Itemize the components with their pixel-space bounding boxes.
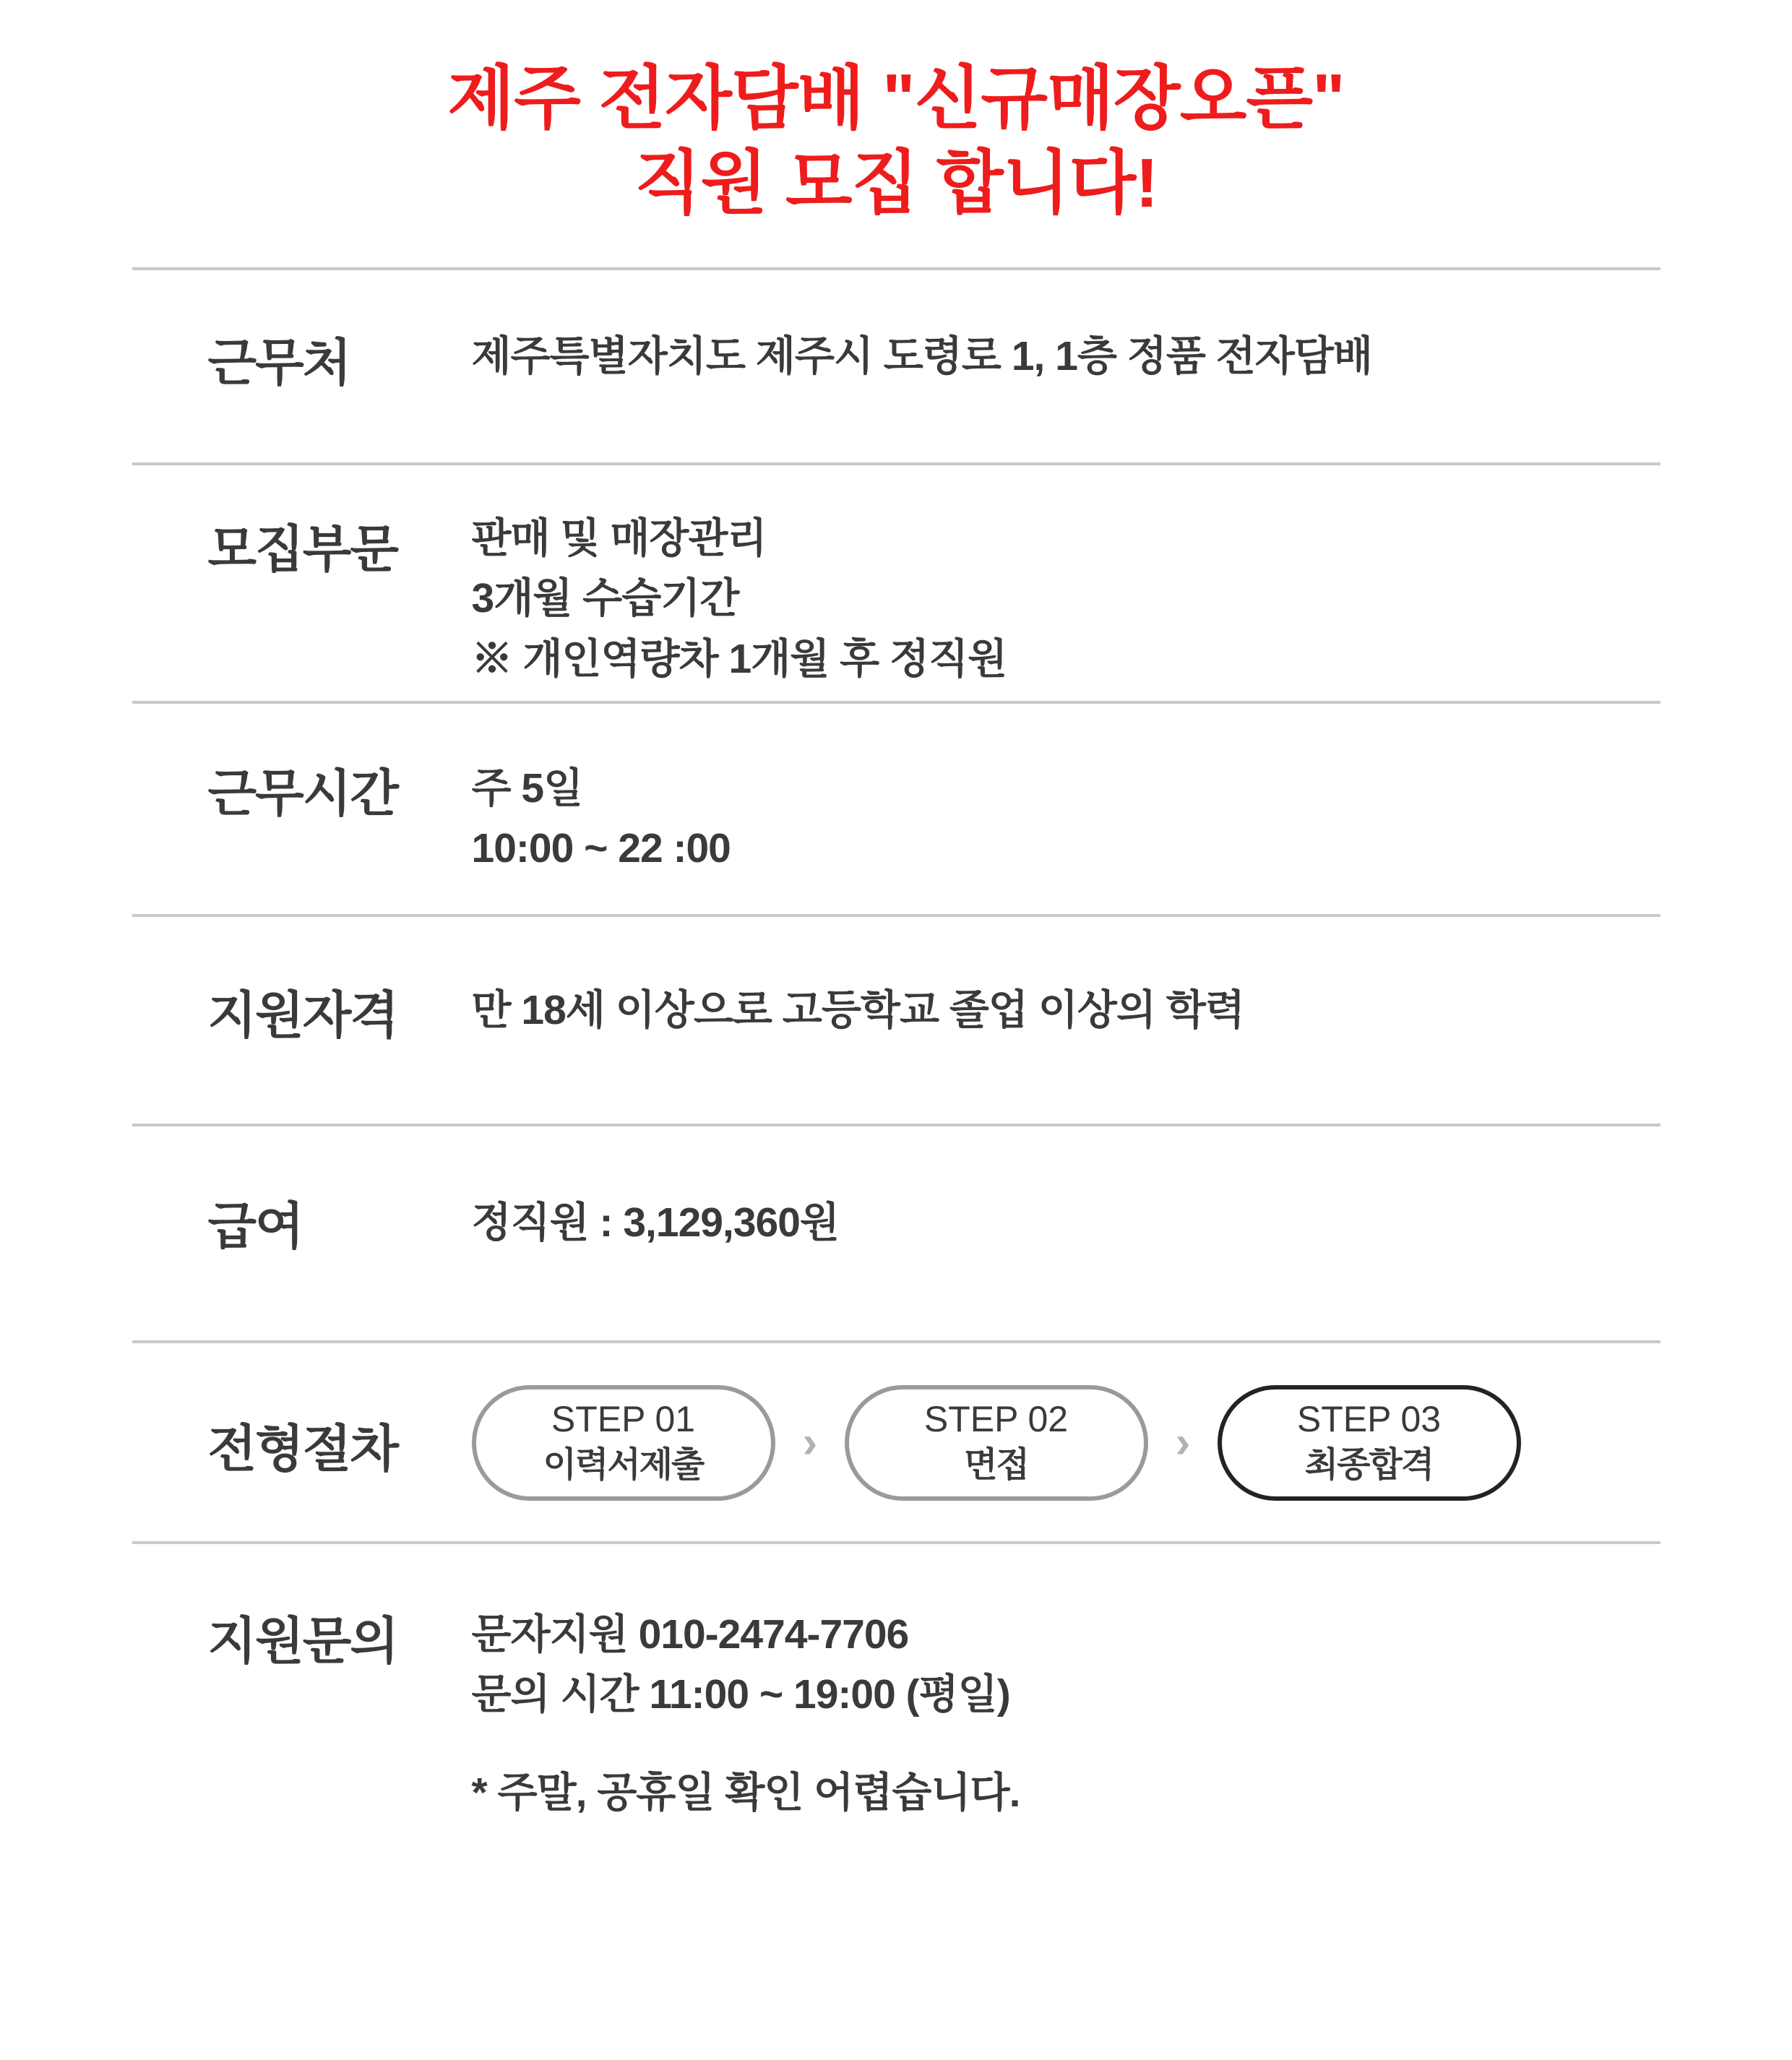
contact-note: * 주말, 공휴일 확인 어렵습니다.: [471, 1769, 1020, 1816]
contact-line-2: 문의 시간 11:00 ~ 19:00 (평일): [471, 1671, 1010, 1718]
position-line-2: 3개월 수습기간: [471, 575, 739, 622]
salary-line-1: 정직원 : 3,129,360원: [471, 1199, 839, 1246]
process-step-2-name: 면접: [964, 1445, 1028, 1484]
row-label-workplace: 근무처: [207, 335, 350, 392]
row-value-qualification: [472, 917, 1660, 1040]
table-row-workplace: [132, 270, 1660, 465]
row-label-salary: 급여: [207, 1198, 303, 1255]
title-line-1: 제주 전자담배 "신규매장오픈": [447, 60, 1345, 137]
title-line-2: 직원 모집 합니다!: [634, 145, 1158, 223]
row-label-process: 전형절차: [207, 1421, 397, 1478]
process-step-3-name: 최종합격: [1304, 1445, 1434, 1484]
row-label-hours: 근무시간: [207, 765, 397, 822]
process-step-2-number: STEP 02: [923, 1398, 1069, 1439]
info-table: [132, 267, 1660, 1855]
row-value-workplace: [472, 270, 1660, 387]
table-row-contact: [132, 1544, 1660, 1855]
table-row-salary: [132, 1126, 1660, 1343]
table-row-qualification: [132, 917, 1660, 1126]
position-line-1: 판매 및 매장관리: [471, 515, 767, 562]
table-row-hours: [132, 704, 1660, 917]
row-value-salary: [472, 1126, 1660, 1253]
process-arrow-1-icon: ›: [802, 1418, 817, 1468]
row-value-contact: [472, 1544, 1660, 1823]
table-row-process: [132, 1343, 1660, 1544]
process-step-1: [472, 1385, 775, 1501]
row-value-process: [472, 1343, 1660, 1501]
hours-line-2: 10:00 ~ 22 :00: [471, 825, 731, 872]
process-step-2: [845, 1385, 1148, 1501]
hours-line-1: 주 5일: [471, 765, 583, 812]
workplace-line-1: 제주특별자치도 제주시 도령로 1, 1층 정품 전자담배: [471, 333, 1372, 380]
process-step-1-name: 이력서제출: [543, 1445, 704, 1484]
row-label-qualification: 지원자격: [207, 987, 397, 1044]
row-label-contact: 지원문의: [207, 1613, 397, 1670]
row-value-position: [472, 465, 1660, 689]
row-label-position: 모집부문: [207, 521, 397, 578]
position-line-3: ※ 개인역량차 1개월 후 정직원: [471, 635, 1007, 682]
process-step-3-number: STEP 03: [1296, 1398, 1442, 1439]
process-arrow-2-icon: ›: [1175, 1418, 1190, 1468]
poster-title: [0, 0, 1792, 225]
process-step-3: [1218, 1385, 1521, 1501]
process-step-1-number: STEP 01: [551, 1398, 696, 1439]
table-row-position: [132, 465, 1660, 704]
row-value-hours: [472, 704, 1660, 879]
contact-line-1: 문자지원 010-2474-7706: [471, 1611, 909, 1658]
qualification-line-1: 만 18세 이상으로 고등학교 졸업 이상의 학력: [471, 987, 1244, 1034]
process-steps: [472, 1385, 1660, 1501]
